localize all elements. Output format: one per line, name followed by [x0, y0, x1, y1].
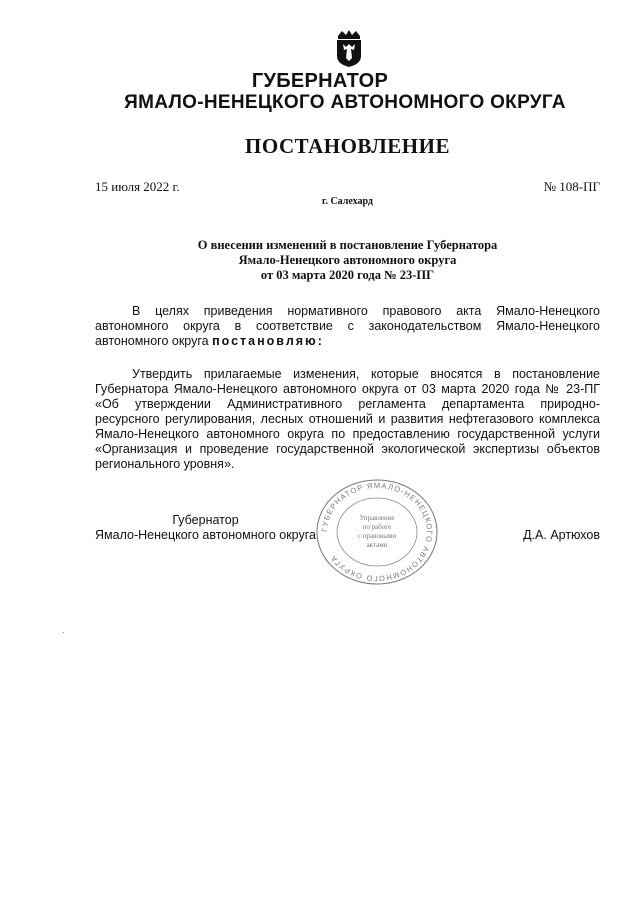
resolution-paragraph: [95, 367, 600, 472]
subject-line: Ямало-Ненецкого автономного округа: [238, 253, 457, 267]
signatory-title-line: Губернатор: [172, 513, 239, 527]
subject-line: О внесении изменений в постановление Губернатора: [197, 238, 498, 252]
document-date: 15 июля 2022 г.: [95, 179, 180, 194]
header-title: ГУБЕРНАТОР: [251, 70, 389, 92]
resolution-keyword: постановляю:: [212, 334, 324, 348]
preamble-paragraph: [95, 304, 600, 349]
seal-outer-text: ГУБЕРНАТОР ЯМАЛО-НЕНЕЦКОГО АВТОНОМНОГО ОКРУГА: [319, 480, 435, 584]
header-subtitle: ЯМАЛО-НЕНЕЦКОГО АВТОНОМНОГО ОКРУГА: [124, 92, 566, 113]
coat-of-arms-icon: [334, 28, 364, 68]
document-number: № 108-ПГ: [543, 179, 600, 194]
signatory-title: [95, 513, 316, 543]
official-seal-icon: [313, 478, 441, 586]
subject-line: от 03 марта 2020 года № 23-ПГ: [260, 268, 435, 282]
seal-inner-text: с правовыми: [357, 532, 397, 540]
signatory-name: Д.А. Артюхов: [523, 528, 600, 542]
seal-inner-text: Управление: [359, 514, 395, 522]
preamble-text: В целях приведения нормативного правового акта Ямало-Ненецкого автономного округа в соответствие с законодательством Ямало-Ненецкого автономного округа: [95, 304, 600, 348]
document-city: г. Салехард: [322, 196, 373, 207]
seal-inner-text: по работе: [362, 523, 392, 531]
signatory-title-line: Ямало-Ненецкого автономного округа: [95, 528, 316, 542]
seal-inner-text: актами: [366, 541, 388, 549]
document-type: ПОСТАНОВЛЕНИЕ: [245, 134, 450, 158]
document-subject: [0, 238, 640, 283]
scan-artifact: [63, 632, 64, 633]
resolution-text: Утвердить прилагаемые изменения, которые вносятся в постановление Губернатора Ямало-Ненецкого автономного округа от 03 марта 2020 года № 23-ПГ «Об утверждении Административного регламента департамента природно-ресурсного регулирования, лесных отношений и развития нефтегазового комплекса Ямало-Ненецкого автономного округа по предоставлению государственной услуги «Организация и проведение государственной экологической экспертизы объектов регионального уровня».: [95, 367, 600, 471]
